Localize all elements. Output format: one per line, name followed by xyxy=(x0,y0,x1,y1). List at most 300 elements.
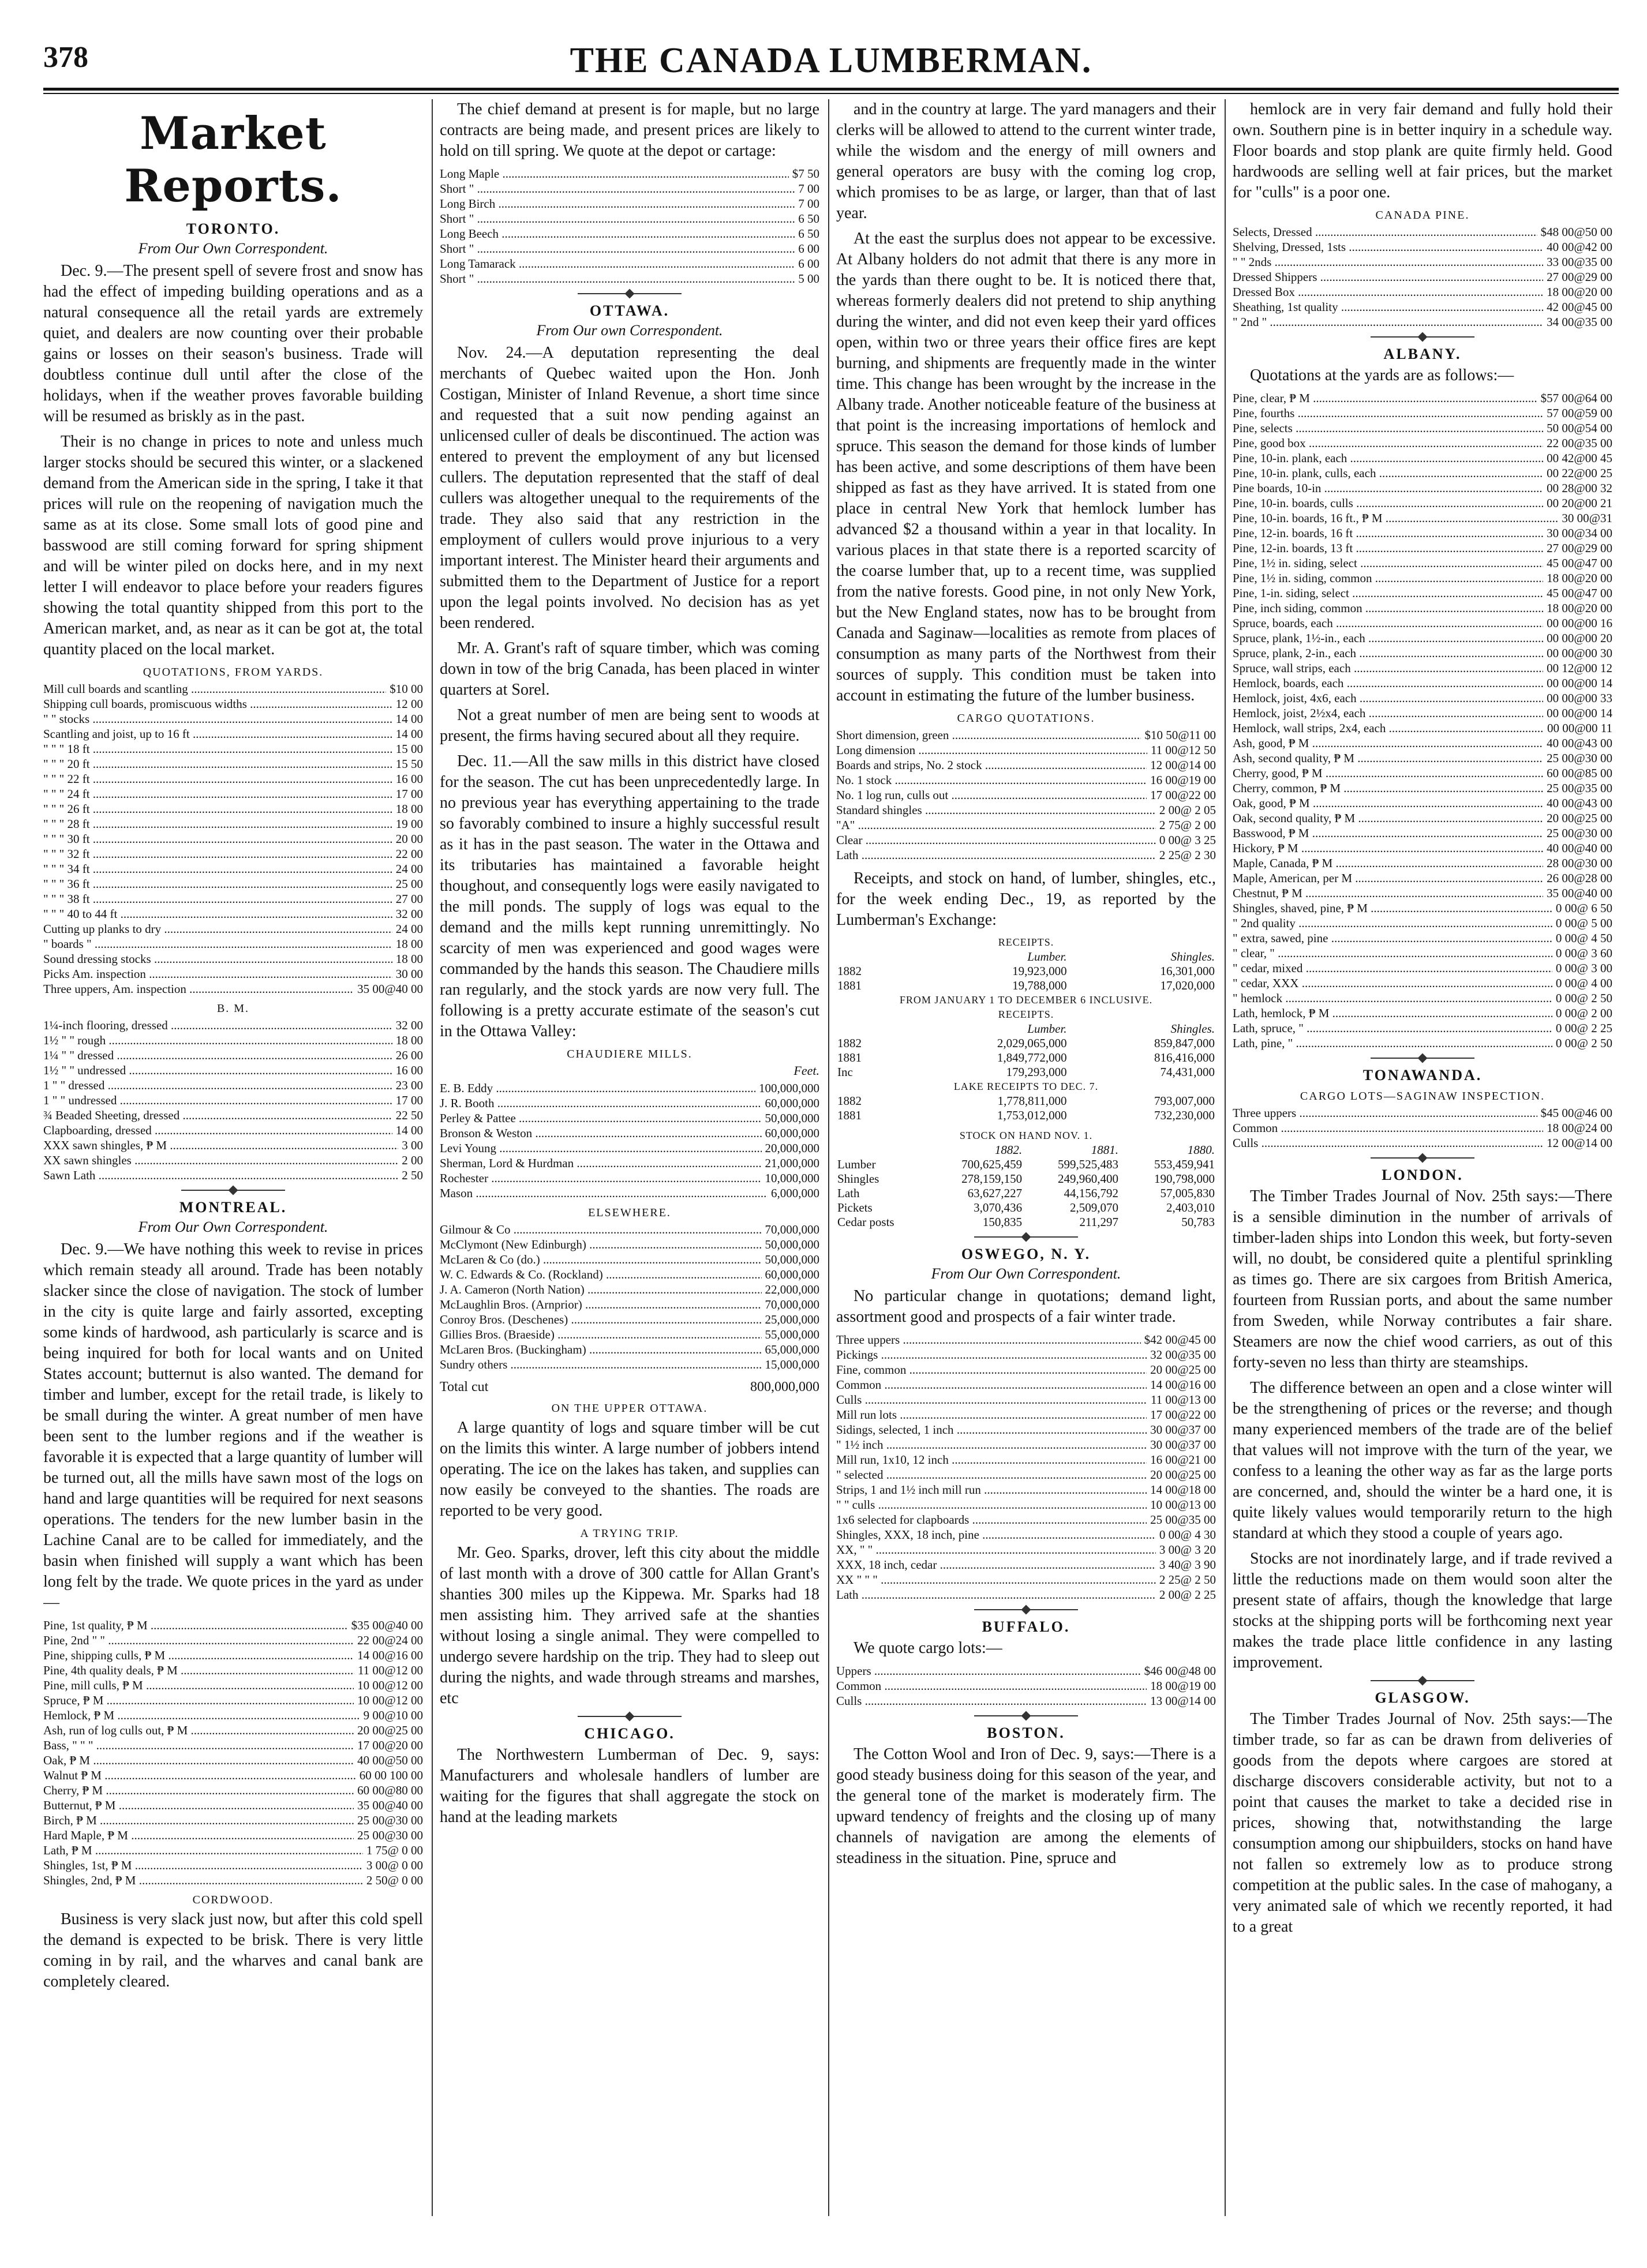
price-label: Oak, second quality, ₱ M ..... xyxy=(1233,811,1543,826)
oswego-byline: From Our Own Correspondent. xyxy=(931,1265,1121,1282)
price-value: 40 00@42 00 xyxy=(1547,240,1612,254)
price-label: XX sawn shingles ..... xyxy=(43,1153,398,1168)
price-label: Pickings ..... xyxy=(836,1347,1147,1362)
price-label: XXX sawn shingles, ₱ M ..... xyxy=(43,1138,398,1153)
ottawa-paragraph: Mr. A. Grant's raft of square timber, which was coming down in tow of the brig Canada, has been placed in winter quarters at Sorel. xyxy=(440,639,819,699)
price-label: " extra, sawed, pine ..... xyxy=(1233,931,1552,946)
price-row xyxy=(836,758,1216,773)
price-value: 17 00 xyxy=(395,1093,423,1107)
boston-paragraph: The Cotton Wool and Iron of Dec. 9, says:—There is a good steady business doing for this season of the year, and the general tone of the market is moderately firm. The upward tendency of freights and the closing up of many channels of navigation are among the elements of steadiness in the situation. Pine, spruce and xyxy=(836,1745,1216,1867)
price-value: 25,000,000 xyxy=(765,1313,819,1326)
page-number: 378 xyxy=(43,41,88,74)
price-value: 0 00@ 3 60 xyxy=(1555,946,1612,960)
price-value: 30 00 xyxy=(395,967,423,981)
price-row xyxy=(1233,284,1612,299)
price-row xyxy=(1233,314,1612,329)
price-value: 21,000,000 xyxy=(765,1156,819,1170)
price-row xyxy=(43,861,423,876)
price-row xyxy=(43,1123,423,1138)
price-value: 25 00@35 00 xyxy=(1547,781,1612,795)
table-cell: 3,070,436 xyxy=(974,1201,1023,1214)
table-cell: 1882 xyxy=(837,964,862,978)
price-row xyxy=(836,848,1216,863)
price-value: 35 00@40 00 xyxy=(357,1798,423,1812)
toronto-paragraph: Their is no change in prices to note and unless much larger stocks should be secured this winter, or a slackened demand from the American side in the spring, I take it that prices will rule on the reopening of navigation much the same as at its close. Some small lots of good pine and basswood are still coming forward for spring shipment and will be winter piled on docks here, and in my next letter I will endeavor to place before your readers figures showing the total quantity shipped from this port to the American market, and, as near as it can be got at, the total quantity placed on the local market. xyxy=(43,433,423,658)
price-value: 5 00 xyxy=(798,272,819,286)
price-value: 27 00@29 00 xyxy=(1547,541,1612,555)
price-label: Hemlock, joist, 2½x4, each ..... xyxy=(1233,706,1543,721)
price-value: 30 00@34 00 xyxy=(1547,526,1612,540)
price-value: 0 00@ 3 25 xyxy=(1159,833,1216,847)
price-value: 20 00@25 00 xyxy=(1150,1468,1216,1482)
price-label: Pine, 2nd " " ..... xyxy=(43,1633,354,1648)
table-row xyxy=(836,964,1216,979)
price-row xyxy=(836,1527,1216,1542)
price-label: Mill cull boards and scantling ..... xyxy=(43,681,386,696)
lumber-header: Lumber. xyxy=(1027,950,1067,964)
price-row xyxy=(43,741,423,756)
table-cell: 211,297 xyxy=(1079,1215,1119,1229)
price-row xyxy=(1233,796,1612,811)
price-label: Lath, pine, " ..... xyxy=(1233,1036,1552,1051)
price-label: Hickory, ₱ M ..... xyxy=(1233,841,1543,856)
price-value: 32 00 xyxy=(395,907,423,921)
price-label: J. R. Booth ..... xyxy=(440,1096,762,1111)
price-row xyxy=(43,1723,423,1738)
price-row xyxy=(1233,781,1612,796)
price-row xyxy=(1233,721,1612,736)
trying-trip-paragraph: Mr. Geo. Sparks, drover, left this city about the middle of last month with a drove of 300 cattle for Allan Grant's shanties 300 miles up the Kippewa. Mr. Sparks had 18 men assisting him. They arrived safe at the shanties without losing a single animal. They were compelled to undergo severe hardship on the trip. They had to sleep out during the nights, and wade through streams and marshes, etc xyxy=(440,1544,819,1707)
price-label: Common ..... xyxy=(836,1678,1147,1693)
price-value: 20 00 xyxy=(395,832,423,846)
price-value: 30 00@37 00 xyxy=(1150,1438,1216,1452)
price-row xyxy=(1233,406,1612,421)
price-row xyxy=(836,1362,1216,1377)
price-row xyxy=(1233,239,1612,254)
price-row xyxy=(43,1828,423,1843)
price-value: 11 00@12 00 xyxy=(357,1663,423,1677)
price-row xyxy=(43,1063,423,1078)
price-row xyxy=(836,1557,1216,1572)
price-row xyxy=(440,1222,819,1237)
price-row xyxy=(440,1126,819,1141)
price-label: Lath, ₱ M ..... xyxy=(43,1843,363,1858)
price-row xyxy=(440,1267,819,1282)
price-value: 32 00@35 00 xyxy=(1150,1348,1216,1362)
price-row xyxy=(43,1783,423,1798)
ottawa-paragraph: Dec. 11.—All the saw mills in this district have closed for the season. The cut has been unprecedentedly large. In no previous year has everything appertaining to the trade so favorably combined to insure a highly successful result as it has in the past season. The water in the Ottawa and its tributaries has maintained a favorable height thoughout, and consequently logs were easily navigated to the mill ponds. The supply of logs was equal to the demand and the mills kept running unremittingly. No scarcity of men was experienced and good wages were commanded by the hands this season. The Chaudiere mills ran regularly, and the stock yards are now very full. The following is a pretty accurate estimate of the season's cut in the Ottawa Valley: xyxy=(440,752,819,1040)
ytd-rows xyxy=(836,1036,1216,1065)
price-row xyxy=(836,1467,1216,1482)
price-row xyxy=(440,1312,819,1327)
receipts-caption: RECEIPTS. xyxy=(998,1009,1054,1020)
section-masthead: Market Reports. xyxy=(124,107,342,212)
section-separator xyxy=(181,1190,285,1191)
elsewhere-mills-list xyxy=(440,1222,819,1372)
price-value: 65,000,000 xyxy=(765,1343,819,1356)
price-label: McClymont (New Edinburgh) ..... xyxy=(440,1237,762,1252)
price-label: Spruce, wall strips, each ..... xyxy=(1233,661,1543,676)
ottawa-paragraph: Nov. 24.—A deputation representing the deal merchants of Quebec waited upon the Hon. Jonh Costigan, Minister of Inland Revenue, a short time since and requested that a suit now pending against an unlicensed culler of deals be discontinued. The action was entered to prevent the employment of any but licensed cullers. The deputation represented that the staff of deal cullers was altogether unequal to the requirements of the trade. They also said that any restriction in the employment of cullers would prove injurious to a very important interest. The Minister heard their arguments and submitted them to the Department of Justice for a report upon the legal points involved. No decision has as yet been rendered. xyxy=(440,344,819,632)
tonawanda-subheading: CARGO LOTS—SAGINAW INSPECTION. xyxy=(1300,1090,1545,1103)
price-label: Pine, 12-in. boards, 13 ft ..... xyxy=(1233,541,1543,556)
price-row xyxy=(1233,766,1612,781)
price-row xyxy=(440,271,819,286)
from-january-heading: FROM JANUARY 1 TO DECEMBER 6 INCLUSIVE. xyxy=(899,994,1153,1006)
price-value: 35 00@40 00 xyxy=(1547,886,1612,900)
price-value: 14 00 xyxy=(395,712,423,726)
albany-prices xyxy=(1233,391,1612,1051)
table-cell: 2,509,070 xyxy=(1070,1201,1119,1214)
price-label: " " " 36 ft ..... xyxy=(43,876,392,891)
price-row xyxy=(43,1108,423,1123)
column-2 xyxy=(440,99,819,2228)
price-row xyxy=(1233,436,1612,451)
table-cell: 1,849,772,000 xyxy=(997,1051,1067,1064)
cordwood-paragraph: Business is very slack just now, but after this cold spell the demand is expected to be brisk. There is very little coming in by rail, and the wharves and canal bank are completely cleared. xyxy=(43,1910,423,1990)
price-value: 2 00 xyxy=(402,1153,423,1167)
canada-pine-heading: CANADA PINE. xyxy=(1375,209,1470,222)
price-row xyxy=(440,1111,819,1126)
price-value: 00 00@00 33 xyxy=(1547,691,1612,705)
price-row xyxy=(440,241,819,256)
price-row xyxy=(43,816,423,831)
table-cell: 2,029,065,000 xyxy=(997,1036,1067,1050)
price-value: 00 00@00 11 xyxy=(1547,721,1612,735)
price-value: 12 00 xyxy=(395,697,423,711)
price-value: $35 00@40 00 xyxy=(351,1618,423,1632)
price-row xyxy=(1233,541,1612,556)
price-label: Lath ..... xyxy=(836,1587,1156,1602)
price-label: Dressed Box ..... xyxy=(1233,284,1543,299)
price-row xyxy=(43,876,423,891)
price-value: 20 00@25 00 xyxy=(1150,1363,1216,1377)
price-row xyxy=(1233,586,1612,601)
price-row xyxy=(440,226,819,241)
price-row xyxy=(836,788,1216,803)
chaudiere-heading: CHAUDIERE MILLS. xyxy=(567,1048,693,1060)
price-label: " " " 20 ft ..... xyxy=(43,756,392,771)
price-value: 13 00@14 00 xyxy=(1150,1694,1216,1708)
price-value: 28 00@30 00 xyxy=(1547,856,1612,870)
price-label: Pine, clear, ₱ M ..... xyxy=(1233,391,1537,406)
price-label: Pine, 1st quality, ₱ M ..... xyxy=(43,1618,348,1633)
price-label: " clear, " ..... xyxy=(1233,946,1552,961)
price-label: Long dimension ..... xyxy=(836,743,1147,758)
chicago-paragraph: At the east the surplus does not appear to be excessive. At Albany holders do not admit that there is any more in the yards than there ought to be. It is noticed there that, whereas formerly dealers did not pretend to ship anything during the winter, and did not even keep their yard offices open, within two or three years their office fires are kept burning, and shipments are frequently made in the winter time. This change has been wrought by the increase in the Albany trade. Another noticeable feature of the business at that point is the increasing importations of hemlock and spruce. This season the demand for those kinds of lumber has been active, and some descriptions of them have been shipped as fast as they have arrived. It is stated from one place in central New York that hemlock lumber has advanced $2 a thousand within a year in that locality. In various places in that state there is a reported scarcity of the coarse lumber that, up to a recent time, was supplied from the native forests. Good pine, in not only New York, but the New England states, now has to be brought from Canada and Saginaw—localities as remote from places of consumption as many parts of the Northwest from their sources of supply. This condition must be taken into account in estimating the future of the lumber business. xyxy=(836,230,1216,704)
price-label: Hemlock, boards, each ..... xyxy=(1233,676,1543,691)
price-label: 1 " " dressed ..... xyxy=(43,1078,392,1093)
price-label: Ash, good, ₱ M ..... xyxy=(1233,736,1543,751)
price-value: $46 00@48 00 xyxy=(1144,1664,1216,1678)
price-value: 6 00 xyxy=(798,242,819,256)
price-label: Sound dressing stocks ..... xyxy=(43,951,392,966)
quotations-heading: QUOTATIONS, FROM YARDS. xyxy=(143,666,324,678)
price-value: 9 00@10 00 xyxy=(363,1708,423,1722)
price-label: Shipping cull boards, promiscuous widths ..... xyxy=(43,696,392,711)
price-value: 6,000,000 xyxy=(771,1186,819,1200)
price-value: 6 50 xyxy=(798,212,819,226)
price-value: 2 00@ 2 05 xyxy=(1159,803,1216,817)
price-label: Maple, Canada, ₱ M ..... xyxy=(1233,856,1543,871)
price-row xyxy=(43,936,423,951)
price-value: 16 00@21 00 xyxy=(1150,1453,1216,1467)
price-label: " 2nd quality ..... xyxy=(1233,916,1552,931)
price-value: 0 00@ 2 00 xyxy=(1555,1006,1612,1020)
price-label: Culls ..... xyxy=(836,1693,1147,1708)
price-label: Dressed Shippers ..... xyxy=(1233,269,1543,284)
price-value: 10 00@12 00 xyxy=(357,1678,423,1692)
price-label: McLaughlin Bros. (Arnprior) ..... xyxy=(440,1297,762,1312)
price-label: " " " 18 ft ..... xyxy=(43,741,392,756)
price-label: 1½ " " undressed ..... xyxy=(43,1063,392,1078)
price-value: $48 00@50 00 xyxy=(1540,225,1612,239)
price-value: 17 00@20 00 xyxy=(357,1738,423,1752)
price-label: Pine, 10-in. boards, culls ..... xyxy=(1233,496,1543,511)
trying-trip-heading: A TRYING TRIP. xyxy=(580,1527,679,1540)
price-value: 57 00@59 00 xyxy=(1547,406,1612,420)
price-value: 30 00@37 00 xyxy=(1150,1423,1216,1437)
price-value: 00 42@00 45 xyxy=(1547,451,1612,465)
header-rule xyxy=(43,88,1619,91)
price-row xyxy=(43,1753,423,1768)
ottawa-title: OTTAWA. xyxy=(589,302,670,319)
table-cell: 1,753,012,000 xyxy=(997,1108,1067,1122)
price-value: 10,000,000 xyxy=(765,1171,819,1185)
price-label: Pine, inch siding, common ..... xyxy=(1233,601,1543,616)
price-value: 40 00@43 00 xyxy=(1547,796,1612,810)
price-row xyxy=(43,726,423,741)
price-value: 0 00@ 5 00 xyxy=(1555,916,1612,930)
price-value: 60,000,000 xyxy=(765,1126,819,1140)
price-label: " " " 28 ft ..... xyxy=(43,816,392,831)
price-row xyxy=(1233,916,1612,931)
price-value: 22 50 xyxy=(395,1108,423,1122)
price-row xyxy=(43,846,423,861)
price-row xyxy=(1233,571,1612,586)
price-value: 00 20@00 21 xyxy=(1547,496,1612,510)
price-row xyxy=(440,166,819,181)
price-label: Basswood, ₱ M ..... xyxy=(1233,826,1543,841)
price-row xyxy=(1233,391,1612,406)
price-value: 3 00 xyxy=(402,1138,423,1152)
total-cut-value: 800,000,000 xyxy=(750,1379,819,1394)
price-row xyxy=(836,818,1216,833)
price-label: Cherry, common, ₱ M ..... xyxy=(1233,781,1543,796)
price-row xyxy=(1233,946,1612,961)
table-cell: 2,403,010 xyxy=(1166,1201,1215,1214)
price-row xyxy=(1233,526,1612,541)
price-value: 18 00@20 00 xyxy=(1547,571,1612,585)
price-row xyxy=(1233,706,1612,721)
table-row xyxy=(836,1186,1216,1201)
price-row xyxy=(43,906,423,921)
column-1 xyxy=(43,99,423,2228)
price-label: Birch, ₱ M ..... xyxy=(43,1813,354,1828)
price-label: Three uppers ..... xyxy=(836,1332,1141,1347)
price-value: 20 00@25 00 xyxy=(1547,811,1612,825)
price-row xyxy=(836,773,1216,788)
elsewhere-heading: ELSEWHERE. xyxy=(588,1206,671,1219)
column-3 xyxy=(836,99,1216,2228)
price-row xyxy=(440,1237,819,1252)
price-row xyxy=(43,786,423,801)
canada-pine-prices xyxy=(1233,224,1612,329)
price-label: " hemlock ..... xyxy=(1233,991,1552,1006)
price-value: 25 00@30 00 xyxy=(357,1813,423,1827)
price-row xyxy=(836,743,1216,758)
price-value: 24 00 xyxy=(395,922,423,936)
price-label: Sheathing, 1st quality ..... xyxy=(1233,299,1543,314)
receipts-caption: RECEIPTS. xyxy=(998,936,1054,948)
cargo-prices xyxy=(836,728,1216,863)
price-row xyxy=(836,1678,1216,1693)
price-label: " 2nd " ..... xyxy=(1233,314,1543,329)
price-value: 25 00@30 00 xyxy=(1547,751,1612,765)
price-label: " " " 38 ft ..... xyxy=(43,891,392,906)
price-value: 35 00@40 00 xyxy=(357,982,423,996)
price-row xyxy=(836,1422,1216,1437)
price-row xyxy=(43,1693,423,1708)
year-header: 1882. xyxy=(994,1143,1023,1157)
london-paragraph: The difference between an open and a close winter will be the strengthening of prices or the reverse; and though many experienced members of the trade are of the belief that values will not improve with the turn of the year, we confess to a leaning the other way as far as the large ports are concerned, and, should the winter be a hard one, it is quite likely values would temporarily return to the high standard at which they stood a couple of years ago. xyxy=(1233,1379,1612,1542)
price-label: Shingles, 2nd, ₱ M ..... xyxy=(43,1873,363,1888)
price-label: Pine, 10-in. plank, culls, each ..... xyxy=(1233,466,1543,481)
price-value: 18 00 xyxy=(395,1033,423,1047)
price-label: Sherman, Lord & Hurdman ..... xyxy=(440,1156,762,1171)
price-value: 11 00@13 00 xyxy=(1150,1393,1216,1407)
price-row xyxy=(440,1096,819,1111)
oswego-prices xyxy=(836,1332,1216,1602)
price-label: Common ..... xyxy=(1233,1120,1543,1135)
price-value: 0 00@ 2 50 xyxy=(1555,991,1612,1005)
price-value: 33 00@35 00 xyxy=(1547,255,1612,269)
price-value: 40 00@50 00 xyxy=(357,1753,423,1767)
price-label: Hemlock, wall strips, 2x4, each ..... xyxy=(1233,721,1544,736)
column-divider xyxy=(432,99,433,2216)
price-label: Selects, Dressed ..... xyxy=(1233,224,1537,239)
price-row xyxy=(836,1332,1216,1347)
price-value: 60,000,000 xyxy=(765,1268,819,1281)
price-row xyxy=(1233,496,1612,511)
montreal-title: MONTREAL. xyxy=(179,1199,287,1216)
price-row xyxy=(1233,224,1612,239)
price-label: Pine, 12-in. boards, 16 ft ..... xyxy=(1233,526,1543,541)
price-label: Maple, American, per M ..... xyxy=(1233,871,1543,886)
price-label: " " " 22 ft ..... xyxy=(43,771,392,786)
price-row xyxy=(836,1587,1216,1602)
table-cell: 19,923,000 xyxy=(1012,964,1067,978)
price-label: Pine, good box ..... xyxy=(1233,436,1543,451)
price-value: 60,000,000 xyxy=(765,1096,819,1110)
price-value: 15 00 xyxy=(395,742,423,756)
london-paragraph: Stocks are not inordinately large, and if trade revived a little the reductions made on them would soon alter the present state of affairs, though the knowledge that large stocks at the shipping ports will be forthcoming next year makes the trade place little confidence in any lasting improvement. xyxy=(1233,1550,1612,1671)
price-label: Long Tamarack ..... xyxy=(440,256,795,271)
price-label: " " 2nds ..... xyxy=(1233,254,1543,269)
price-label: Clear ..... xyxy=(836,833,1156,848)
page-header xyxy=(43,40,1619,87)
table-cell: 732,230,000 xyxy=(1154,1108,1215,1122)
price-value: $42 00@45 00 xyxy=(1144,1333,1216,1347)
price-row xyxy=(43,1138,423,1153)
price-label: Pine, 1-in. siding, select ..... xyxy=(1233,586,1543,601)
section-separator xyxy=(974,1236,1078,1238)
price-row xyxy=(1233,421,1612,436)
year-header: 1881. xyxy=(1091,1143,1119,1157)
glasgow-title: GLASGOW. xyxy=(1375,1689,1470,1706)
price-row xyxy=(440,181,819,196)
table-cell: 190,798,000 xyxy=(1154,1172,1215,1186)
price-value: 0 00@ 6 50 xyxy=(1555,901,1612,915)
price-value: 25 00@35 00 xyxy=(1150,1513,1216,1527)
price-label: Cherry, ₱ M ..... xyxy=(43,1783,354,1798)
price-value: 20 00@25 00 xyxy=(357,1723,423,1737)
price-value: 6 00 xyxy=(798,257,819,271)
price-value: 00 28@00 32 xyxy=(1547,481,1612,495)
price-row xyxy=(836,1347,1216,1362)
price-value: 0 00@ 3 00 xyxy=(1555,961,1612,975)
price-label: 1¼ " " dressed ..... xyxy=(43,1048,392,1063)
price-row xyxy=(1233,991,1612,1006)
price-row xyxy=(1233,1006,1612,1021)
london-title: LONDON. xyxy=(1382,1167,1463,1183)
price-row xyxy=(43,921,423,936)
price-row xyxy=(1233,661,1612,676)
price-row xyxy=(43,1813,423,1828)
price-value: 00 22@00 25 xyxy=(1547,466,1612,480)
chicago-paragraph-cont: and in the country at large. The yard managers and their clerks will be allowed to attend to the current winter trade, while the wisdom and the energy of mill owners and general operators are busy with the coming log crop, which promises to be as large, or larger, than that of last year. xyxy=(836,100,1216,222)
price-row xyxy=(43,1873,423,1888)
price-row xyxy=(836,833,1216,848)
price-label: McLaren & Co (do.) ..... xyxy=(440,1252,762,1267)
table-cell: 74,431,000 xyxy=(1160,1065,1215,1079)
price-label: Pine, selects ..... xyxy=(1233,421,1543,436)
price-row xyxy=(43,711,423,726)
ottawa-byline: From Our own Correspondent. xyxy=(536,322,723,339)
price-value: $10 00 xyxy=(390,682,423,696)
section-separator xyxy=(578,293,682,294)
price-value: 60 00 100 00 xyxy=(359,1768,423,1782)
lake-rows xyxy=(836,1094,1216,1123)
price-label: Conroy Bros. (Deschenes) ..... xyxy=(440,1312,762,1327)
shingles-header: Shingles. xyxy=(1170,1022,1215,1036)
bm-heading: B. M. xyxy=(216,1002,250,1015)
lumber-header: Lumber. xyxy=(1027,1022,1067,1036)
price-value: 55,000,000 xyxy=(765,1328,819,1341)
price-value: $57 00@64 00 xyxy=(1540,391,1612,405)
price-value: 40 00@43 00 xyxy=(1547,736,1612,750)
price-row xyxy=(1233,1135,1612,1150)
table-cell: 1881 xyxy=(837,1108,862,1122)
section-separator xyxy=(1371,1680,1474,1681)
price-row xyxy=(1233,601,1612,616)
price-value: 18 00@20 00 xyxy=(1547,601,1612,615)
price-row xyxy=(1233,826,1612,841)
price-value: 14 00 xyxy=(395,1123,423,1137)
price-label: " " " 26 ft ..... xyxy=(43,801,392,816)
price-label: Chestnut, ₱ M ..... xyxy=(1233,886,1543,901)
price-label: Pine, mill culls, ₱ M ..... xyxy=(43,1678,354,1693)
price-value: 14 00@16 00 xyxy=(1150,1378,1216,1392)
price-value: 12 00@14 00 xyxy=(1150,758,1216,772)
price-label: Oak, ₱ M ..... xyxy=(43,1753,354,1768)
price-value: 22 00@35 00 xyxy=(1547,436,1612,450)
section-separator xyxy=(578,1716,682,1717)
price-label: " 1½ inch ..... xyxy=(836,1437,1147,1452)
toronto-paragraph: Dec. 9.—The present spell of severe frost and snow has had the effect of impeding building operations and as a natural consequence all the retail yards are extremely quiet, and dealers are now counting over their probable gains or losses on their season's business. Trade will doubtless continue dull until after the close of the holidays, when if the weather proves favorable building will be resumed as briskly as in the past. xyxy=(43,262,423,425)
price-label: Standard shingles ..... xyxy=(836,803,1156,818)
price-value: 0 00@ 4 30 xyxy=(1159,1528,1216,1542)
